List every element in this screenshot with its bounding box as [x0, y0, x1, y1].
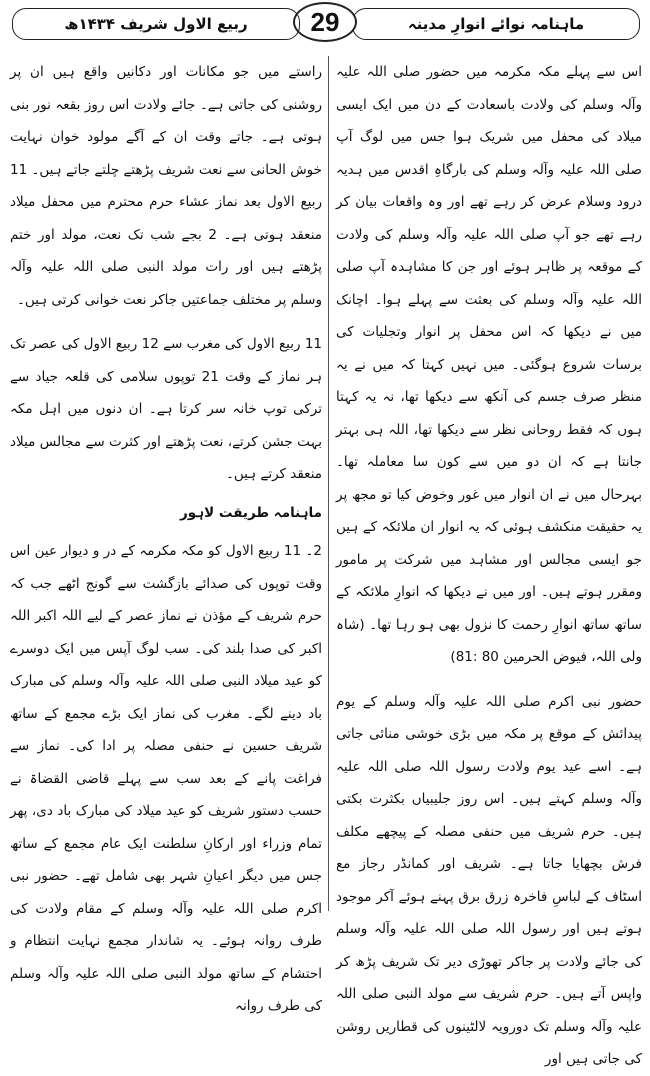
left-column [10, 56, 323, 1014]
magazine-title: ماہنامہ نوائے انوارِ مدینہ [352, 8, 640, 40]
left-paragraph-2: 11 ربیع الاول کی مغرب سے 12 ربیع الاول کی عصر تک ہر نماز کے وقت 21 توپوں سلامی کی قلعہ جیاد سے ترکی توپ خانہ سر کرتا ہے۔ ان دنوں میں اہل مکہ بہت جشن کرتے، نعت پڑھتے اور کثرت سے مجالس میلاد منعقد کرتے ہیں۔ [10, 336, 322, 482]
page-number: 29 [293, 2, 357, 42]
right-paragraph-2: حضور نبی اکرم صلی اللہ علیہ وآلہ وسلم کے یوم پیدائش کے موقع پر مکہ میں بڑی خوشی منائی جاتی ہے۔ اسے عید یوم ولادت رسول اللہ صلی اللہ علیہ وآلہ وسلم کہتے ہیں۔ اس روز جلیبیاں بکثرت بکتی ہیں۔ حرم شریف میں حنفی مصلہ کے پیچھے مکلف فرش بچھایا جاتا ہے۔ شریف اور کمانڈر رجاز مع اسٹاف کے لباسِ فاخرہ زرق برق پہنے ہوئے آکر موجود ہوتے ہیں اور رسول اللہ صلی اللہ علیہ وآلہ وسلم کی جائے ولادت پر جاکر تھوڑی دیر تک شریف پڑھ کر واپس آتے ہیں۔ حرم شریف سے مولد النبی صلی اللہ علیہ وآلہ وسلم تک دورویہ لالٹینوں کی قطاریں روشن کی جاتی ہیں اور [336, 693, 642, 1067]
right-paragraph-1: اس سے پہلے مکہ مکرمہ میں حضور صلی اللہ علیہ وآلہ وسلم کی ولادت باسعادت کے دن میں ایک ایسی میلاد کی محفل میں شریک ہوا جس میں لوگ آپ صلی اللہ علیہ وآلہ وسلم کی بارگاہِ اقدس میں ہدیہ درود وسلام عرض کر رہے تھے اور وہ واقعات بیان کر رہے تھے جو آپ صلی اللہ علیہ وآلہ وسلم کی ولادت کے موقعہ پر ظاہر ہوئے اور جن کا مشاہدہ آپ صلی اللہ علیہ وآلہ وسلم کی بعثت سے پہلے ہوا۔ اچانک میں نے دیکھا کہ اس محفل پر انوار وتجلیات کی برسات شروع ہوگئی۔ میں نہیں کہتا کہ میں نے یہ منظر صرف جسم کی آنکھ سے دیکھا تھا، نہ یہ کہتا ہوں کہ فقط روحانی نظر سے دیکھا تھا، اللہ ہی بہتر جانتا ہے کہ ان دو میں سے کون سا معاملہ تھا۔ بہرحال میں نے ان انوار میں غور وخوض کیا تو مجھ پر یہ حقیقت منکشف ہوئی کہ یہ انوار ان ملائکہ کے ہیں جو ایسی مجالس اور مشاہد میں شرکت پر مامور ومقرر ہوتے ہیں۔ اور میں نے دیکھا کہ انوارِ ملائکہ کے ساتھ ساتھ انوارِ رحمت کا نزول بھی ہو رہا تھا۔ (شاہ ولی اللہ، فیوض الحرمین 80 :81) [336, 64, 642, 665]
source-label: ماہنامہ طریقت لاہور [180, 504, 322, 521]
page-header [0, 0, 650, 52]
right-column [336, 56, 642, 1067]
issue-date: ربیع الاول شریف ۱۴۳۴ھ [12, 8, 300, 40]
left-paragraph-3: 2۔ 11 ربیع الاول کو مکہ مکرمہ کے در و دیوار عین اس وقت توپوں کی صدائے بازگشت سے گونج اٹھے جب کہ حرم شریف کے مؤذن نے نماز عصر کے لیے اللہ اکبر اللہ اکبر کی صدا بلند کی۔ سب لوگ آپس میں ایک دوسرے کو عید میلاد النبی صلی اللہ علیہ وآلہ وسلم کی مبارک باد دینے لگے۔ مغرب کی نماز ایک بڑے مجمع کے ساتھ شریف حسین نے حنفی مصلہ پر ادا کی۔ نماز سے فراغت پانے کے بعد سب سے پہلے قاضی القضاۃ نے حسب دستور شریف کو عید میلاد کی مبارک باد دی، پھر تمام وزراء اور ارکانِ سلطنت ایک عام مجمع کے ساتھ جس میں دیگر اعیانِ شہر بھی شامل تھے۔ حضور نبی اکرم صلی اللہ علیہ وآلہ وسلم کے مقام ولادت کی طرف روانہ ہوئے۔ یہ شاندار مجمع نہایت انتظام و احتشام کے ساتھ مولد النبی صلی اللہ علیہ وآلہ وسلم کی طرف روانہ [10, 543, 323, 1014]
column-divider [328, 56, 329, 911]
left-paragraph-1: راستے میں جو مکانات اور دکانیں واقع ہیں ان پر روشنی کی جاتی ہے۔ جائے ولادت اس روز بقعہ نور بنی ہوتی ہے۔ جاتے وقت ان کے آگے مولود خوان نہایت خوش الحانی سے نعت شریف پڑھتے چلتے جاتے ہیں۔ 11 ربیع الاول بعد نماز عشاء حرم محترم میں محفل میلاد منعقد ہوتی ہے۔ 2 بجے شب تک نعت، مولد اور ختم پڑھتے ہیں اور رات مولد النبی صلی اللہ علیہ وآلہ وسلم پر مختلف جماعتیں جاکر نعت خوانی کرتی ہیں۔ [10, 64, 322, 308]
